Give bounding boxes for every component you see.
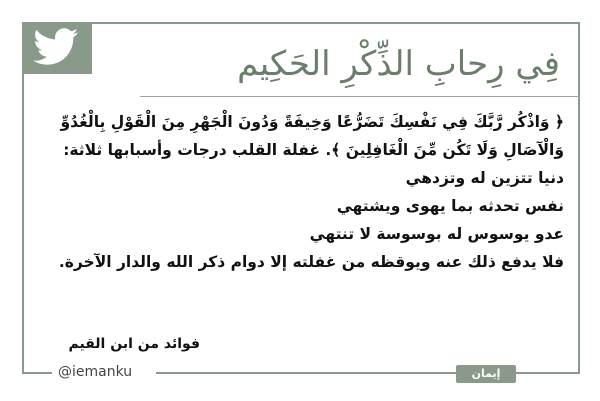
- twitter-handle: [52, 362, 156, 384]
- frame-right-border: [578, 22, 580, 374]
- quote-line: ﴿ وَاذْكُر رَّبَّكَ فِي نَفْسِكَ تَضَرُّعًا وَخِيفَةً وَدُونَ الْجَهْرِ مِنَ الْقَوْلِ بِالْغُدُوِّ: [60, 113, 564, 131]
- source-attribution: فوائد من ابن القيم: [68, 336, 200, 352]
- twitter-handle-text: @iemanku: [58, 364, 133, 380]
- quote-line: فلا يدفع ذلك عنه ويوقظه من غفلته إلا دوام ذكر الله والدار الآخرة.: [58, 253, 564, 271]
- card-title: فِي رِحابِ الذِّكْرِ الحَكِيم: [237, 44, 560, 84]
- twitter-badge: [22, 22, 92, 74]
- quote-line: نفس تحدثه بما يهوى ويشتهي: [336, 197, 564, 215]
- author-name-tag: إيمان كردي: [456, 365, 516, 383]
- quote-line: عدو يوسوس له بوسوسة لا تنتهي: [309, 225, 564, 243]
- quote-line: دنيا تتزين له وتزدهي: [405, 169, 564, 187]
- title-underline: [140, 96, 580, 97]
- frame-top-border: [22, 22, 580, 24]
- frame-left-border: [22, 22, 24, 374]
- twitter-bird-icon: [33, 28, 79, 66]
- quote-line: وَالْآصَالِ وَلَا تَكُن مِّنَ الْغَافِلِينَ ﴾. غفلة القلب درجات وأسبابها ثلاثة:: [63, 141, 564, 159]
- quote-body: [44, 108, 564, 276]
